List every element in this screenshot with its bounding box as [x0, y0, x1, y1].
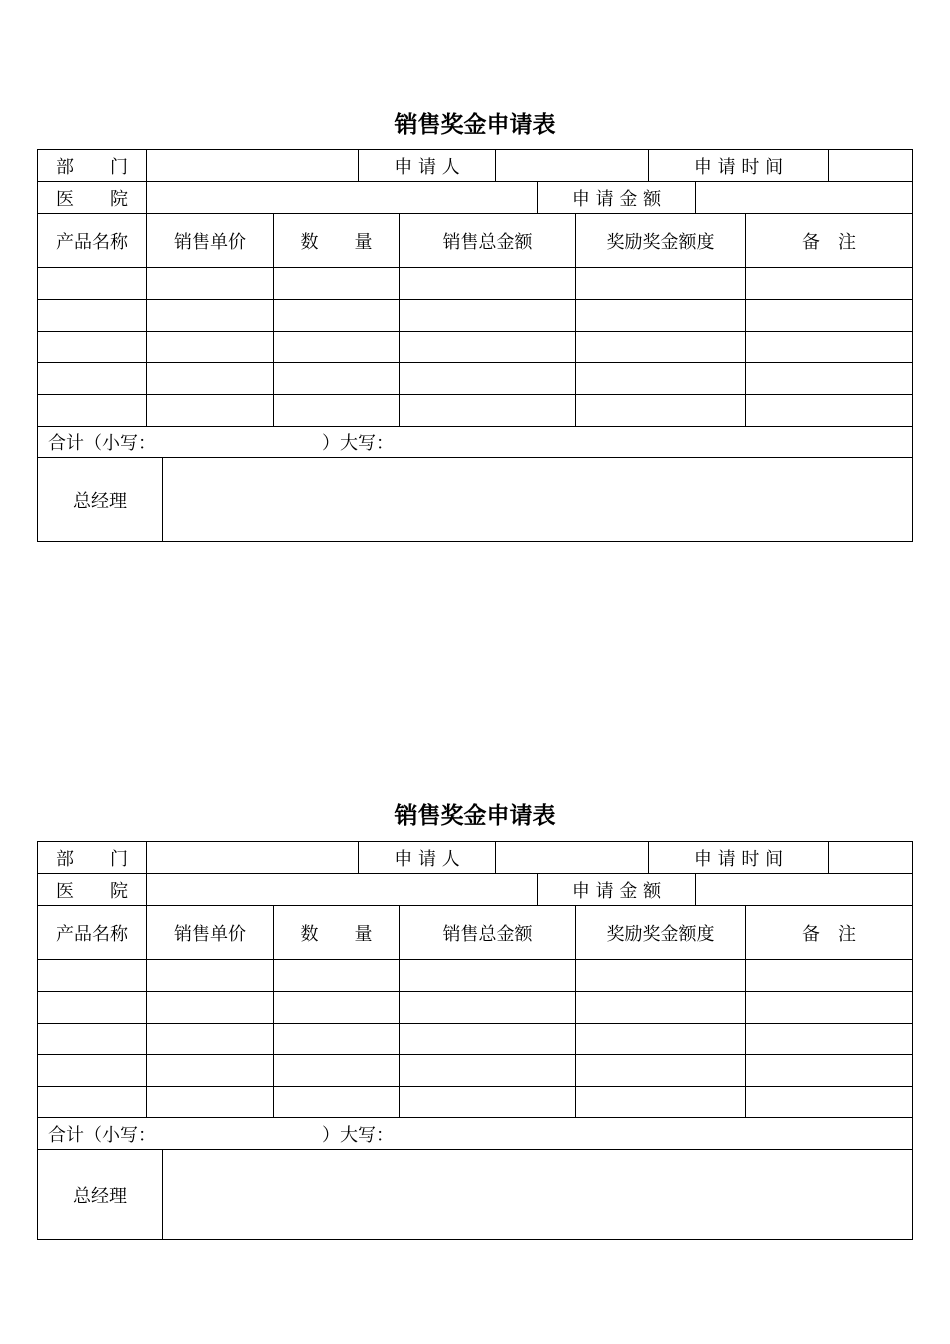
- total-small-label: 合计（小写：: [48, 433, 156, 454]
- hospital-label: 医 院: [37, 873, 147, 906]
- table-cell[interactable]: [37, 959, 147, 992]
- table-cell[interactable]: [273, 959, 400, 992]
- table-cell[interactable]: [37, 299, 147, 332]
- applicant-field[interactable]: [495, 149, 649, 182]
- form-title: 销售奖金申请表: [394, 112, 556, 138]
- table-cell[interactable]: [146, 1086, 274, 1118]
- table-cell[interactable]: [273, 299, 400, 332]
- apply-amount-field[interactable]: [695, 181, 913, 214]
- department-label: 部 门: [37, 841, 147, 874]
- table-cell[interactable]: [745, 362, 913, 395]
- header-unit-price: 销售单价: [146, 213, 274, 268]
- table-cell[interactable]: [37, 991, 147, 1024]
- table-cell[interactable]: [575, 959, 746, 992]
- table-cell[interactable]: [745, 1086, 913, 1118]
- table-cell[interactable]: [399, 991, 576, 1024]
- general-manager-label: 总经理: [37, 1149, 163, 1240]
- table-cell[interactable]: [399, 299, 576, 332]
- table-cell[interactable]: [399, 394, 576, 427]
- table-cell[interactable]: [37, 1023, 147, 1055]
- table-cell[interactable]: [399, 331, 576, 363]
- table-cell[interactable]: [37, 1086, 147, 1118]
- table-cell[interactable]: [37, 1054, 147, 1087]
- table-cell[interactable]: [273, 1023, 400, 1055]
- header-unit-price: 销售单价: [146, 905, 274, 960]
- general-manager-field[interactable]: [162, 1149, 913, 1240]
- table-cell[interactable]: [575, 1023, 746, 1055]
- applicant-field[interactable]: [495, 841, 649, 874]
- applicant-label: 申 请 人: [358, 841, 496, 874]
- table-cell[interactable]: [399, 959, 576, 992]
- apply-time-label: 申 请 时 间: [648, 841, 829, 874]
- header-quantity: 数 量: [273, 905, 400, 960]
- table-cell[interactable]: [745, 267, 913, 300]
- header-quantity: 数 量: [273, 213, 400, 268]
- table-cell[interactable]: [399, 1023, 576, 1055]
- table-cell[interactable]: [399, 1086, 576, 1118]
- total-big-label: ）大写：: [322, 433, 394, 454]
- table-cell[interactable]: [575, 331, 746, 363]
- table-cell[interactable]: [575, 1054, 746, 1087]
- table-cell[interactable]: [575, 299, 746, 332]
- table-cell[interactable]: [146, 362, 274, 395]
- table-cell[interactable]: [575, 1086, 746, 1118]
- table-cell[interactable]: [146, 1023, 274, 1055]
- table-cell[interactable]: [273, 362, 400, 395]
- header-remarks: 备 注: [745, 213, 913, 268]
- total-small-label: 合计（小写：: [48, 1124, 156, 1146]
- header-product-name: 产品名称: [37, 905, 147, 960]
- table-cell[interactable]: [273, 331, 400, 363]
- apply-amount-field[interactable]: [695, 873, 913, 906]
- total-row[interactable]: [37, 1117, 913, 1150]
- department-field[interactable]: [146, 149, 359, 182]
- department-field[interactable]: [146, 841, 359, 874]
- table-cell[interactable]: [273, 1086, 400, 1118]
- general-manager-label: 总经理: [37, 457, 163, 542]
- table-cell[interactable]: [745, 331, 913, 363]
- table-cell[interactable]: [745, 1023, 913, 1055]
- header-bonus-amount: 奖励奖金额度: [575, 213, 746, 268]
- table-cell[interactable]: [273, 991, 400, 1024]
- apply-time-field[interactable]: [828, 149, 913, 182]
- table-cell[interactable]: [399, 1054, 576, 1087]
- applicant-label: 申 请 人: [358, 149, 496, 182]
- table-cell[interactable]: [575, 394, 746, 427]
- table-cell[interactable]: [146, 991, 274, 1024]
- hospital-field[interactable]: [146, 873, 538, 906]
- table-cell[interactable]: [745, 394, 913, 427]
- apply-time-field[interactable]: [828, 841, 913, 874]
- table-cell[interactable]: [745, 299, 913, 332]
- table-cell[interactable]: [273, 267, 400, 300]
- table-cell[interactable]: [146, 959, 274, 992]
- table-cell[interactable]: [146, 394, 274, 427]
- table-cell[interactable]: [399, 362, 576, 395]
- header-remarks: 备 注: [745, 905, 913, 960]
- apply-amount-label: 申 请 金 额: [537, 873, 696, 906]
- department-label: 部 门: [37, 149, 147, 182]
- apply-amount-label: 申 请 金 额: [537, 181, 696, 214]
- table-cell[interactable]: [37, 267, 147, 300]
- hospital-label: 医 院: [37, 181, 147, 214]
- header-bonus-amount: 奖励奖金额度: [575, 905, 746, 960]
- table-cell[interactable]: [37, 394, 147, 427]
- apply-time-label: 申 请 时 间: [648, 149, 829, 182]
- table-cell[interactable]: [273, 394, 400, 427]
- table-cell[interactable]: [575, 362, 746, 395]
- table-cell[interactable]: [146, 267, 274, 300]
- total-big-label: ）大写：: [322, 1124, 394, 1146]
- table-cell[interactable]: [575, 991, 746, 1024]
- table-cell[interactable]: [399, 267, 576, 300]
- total-row[interactable]: [37, 426, 913, 458]
- table-cell[interactable]: [575, 267, 746, 300]
- table-cell[interactable]: [273, 1054, 400, 1087]
- table-cell[interactable]: [745, 959, 913, 992]
- table-cell[interactable]: [745, 1054, 913, 1087]
- header-total-amount: 销售总金额: [399, 213, 576, 268]
- form-title: 销售奖金申请表: [394, 803, 556, 829]
- table-cell[interactable]: [37, 331, 147, 363]
- table-cell[interactable]: [146, 299, 274, 332]
- header-product-name: 产品名称: [37, 213, 147, 268]
- table-cell[interactable]: [146, 1054, 274, 1087]
- hospital-field[interactable]: [146, 181, 538, 214]
- table-cell[interactable]: [745, 991, 913, 1024]
- table-cell[interactable]: [146, 331, 274, 363]
- header-total-amount: 销售总金额: [399, 905, 576, 960]
- general-manager-field[interactable]: [162, 457, 913, 542]
- table-cell[interactable]: [37, 362, 147, 395]
